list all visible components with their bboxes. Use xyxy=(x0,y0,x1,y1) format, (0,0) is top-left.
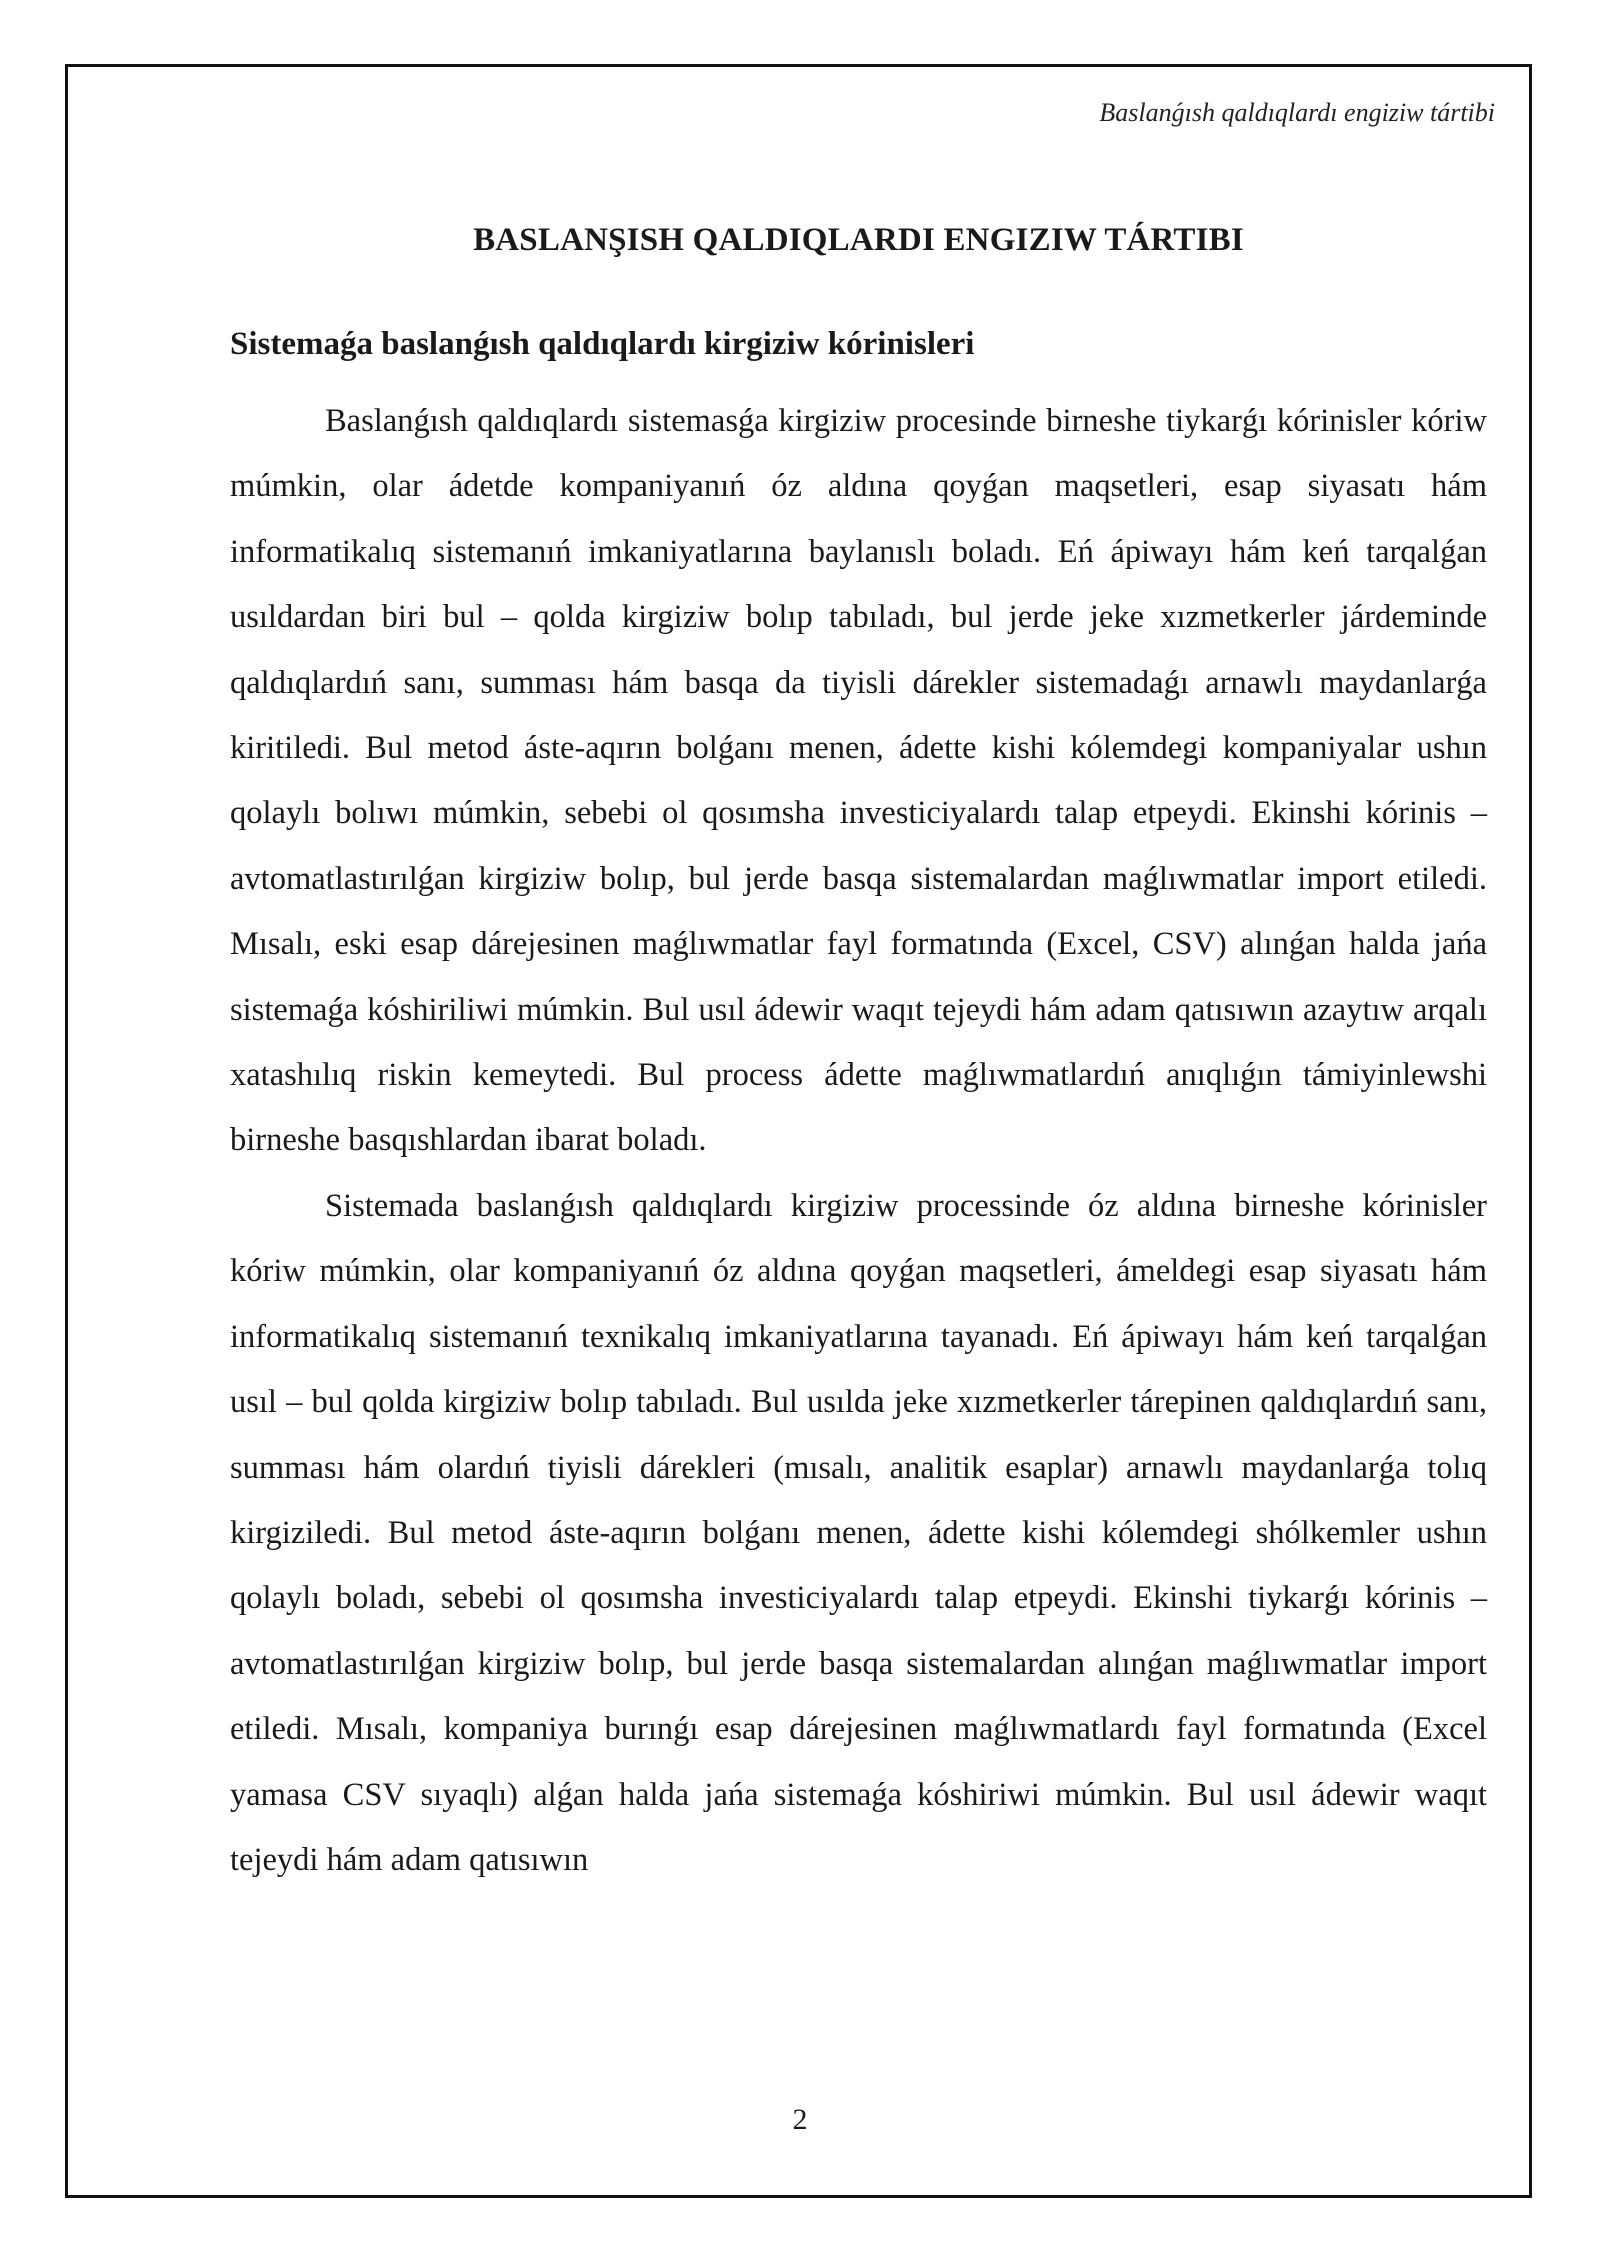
body-paragraph-2: Sistemada baslanǵısh qaldıqlardı kirgiziw processinde óz aldına birneshe kórinisler kóriw múmkin, olar kompaniyanıń óz aldına qoyǵan maqsetleri, ámeldegi esap siyasatı hám informatikalıq sistemanıń texnikalıq imkaniyatlarına tayanadı. Eń ápiwayı hám keń tarqalǵan usıl – bul qolda kirgiziw bolıp tabıladı. Bul usılda jeke xızmetkerler tárepinen qaldıqlardıń sanı, summası hám olardıń tiyisli dárekleri (mısalı, analitik esaplar) arnawlı maydanlarǵa tolıq kirgiziledi. Bul metod áste-aqırın bolǵanı menen, ádette kishi kólemdegi shólkemler ushın qolaylı boladı, sebebi ol qosımsha investiciyalardı talap etpeydi. Ekinshi tiykarǵı kórinis – avtomatlastırılǵan kirgiziw bolıp, bul jerde basqa sistemalardan alınǵan maǵlıwmatlar import etiledi. Mısalı, kompaniya burınǵı esap dárejesinen maǵlıwmatlardı fayl formatında (Excel yamasa CSV sıyaqlı) alǵan halda jańa sistemaǵa kóshiriwi múmkin. Bul usıl ádewir waqıt tejeydi hám adam qatısıwın xyxy=(230,1187,1487,1878)
running-header: Baslanǵısh qaldıqlardı engiziw tártibi xyxy=(1099,98,1495,127)
body-paragraph-1: Baslanǵısh qaldıqlardı sistemasǵa kirgiziw procesinde birneshe tiykarǵı kórinisler kóriw múmkin, olar ádetde kompaniyanıń óz aldına qoyǵan maqsetleri, esap siyasatı hám informatikalıq sistemanıń imkaniyatlarına baylanıslı boladı. Eń ápiwayı hám keń tarqalǵan usıldardan biri bul – qolda kirgiziw bolıp tabıladı, bul jerde jeke xızmetkerler járdeminde qaldıqlardıń sanı, summası hám basqa da tiyisli dárekler sistemadaǵı arnawlı maydanlarǵa kiritiledi. Bul metod áste-aqırın bolǵanı menen, ádette kishi kólemdegi kompaniyalar ushın qolaylı bolıwı múmkin, sebebi ol qosımsha investiciyalardı talap etpeydi. Ekinshi kórinis – avtomatlastırılǵan kirgiziw bolıp, bul jerde basqa sistemalardan maǵlıwmatlar import etiledi. Mısalı, eski esap dárejesinen maǵlıwmatlar fayl formatında (Excel, CSV) alınǵan halda jańa sistemaǵa kóshiriliwi múmkin. Bul usıl ádewir waqıt tejeydi hám adam qatısıwın azaytıw arqalı xatashılıq riskin kemeytedi. Bul process ádette maǵlıwmatlardıń anıqlıǵın támiyinlewshi birneshe basqıshlardan ibarat boladı. xyxy=(230,403,1487,1159)
section-heading: Sistemaǵa baslanǵısh qaldıqlardı kirgiziw kórinisleri xyxy=(230,326,975,362)
document-title: BASLANŞISH QALDIQLARDI ENGIZIW TÁRTIBI xyxy=(473,222,1244,258)
page-content xyxy=(230,210,1487,1893)
page-number: 2 xyxy=(792,2103,808,2136)
